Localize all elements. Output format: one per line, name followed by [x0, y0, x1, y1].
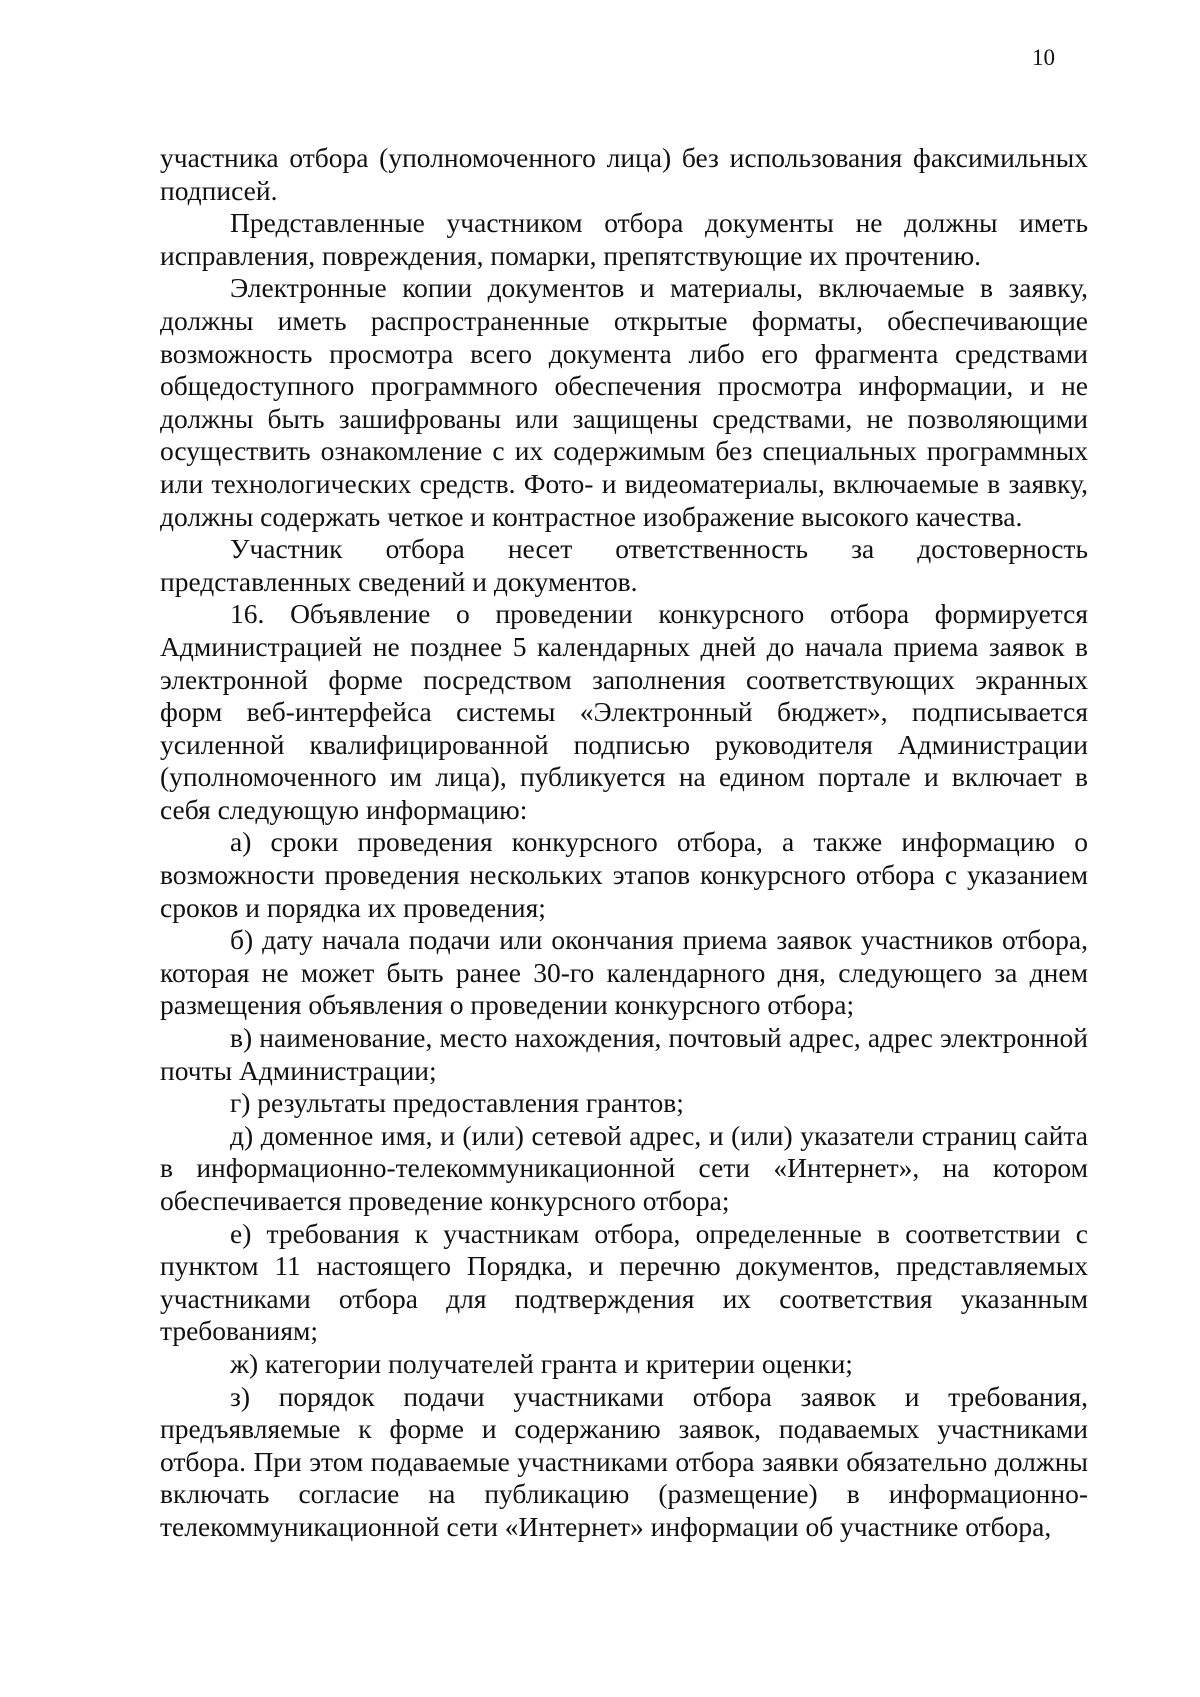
list-item-z: з) порядок подачи участниками отбора заявок и требования, предъявляемые к форме и содержанию заявок, подаваемых участниками отбора. При этом подаваемые участниками отбора заявки обязательно должны включать согласие на публикацию (размещение) в информационно-телекоммуникационной сети «Интернет» информации об участнике отбора,	[160, 1380, 1088, 1542]
paragraph-documents-condition: Представленные участником отбора документы не должны иметь исправления, повреждения, помарки, препятствующие их прочтению.	[160, 207, 1088, 271]
document-body	[160, 142, 1088, 1544]
list-item-zh: ж) категории получателей гранта и критерии оценки;	[230, 1347, 853, 1379]
paragraph-16-announcement: 16. Объявление о проведении конкурсного отбора формируется Администрацией не позднее 5 календарных дней до начала приема заявок в электронной форме посредством заполнения соответствующих экранных форм веб-интерфейса системы «Электронный бюджет», подписывается усиленной квалифицированной подписью руководителя Администрации (уполномоченного им лица), публикуется на едином портале и включает в себя следующую информацию:	[160, 598, 1088, 825]
list-item-e: е) требования к участникам отбора, определенные в соответствии с пунктом 11 настоящего Порядка, и перечню документов, представляемых участниками отбора для подтверждения их соответствия указанным требованиям;	[160, 1217, 1088, 1347]
list-item-d: д) доменное имя, и (или) сетевой адрес, и (или) указатели страниц сайта в информационно-телекоммуникационной сети «Интернет», на котором обеспечивается проведение конкурсного отбора;	[160, 1119, 1088, 1216]
list-item-a: а) сроки проведения конкурсного отбора, а также информацию о возможности проведения нескольких этапов конкурсного отбора с указанием сроков и порядка их проведения;	[160, 826, 1088, 923]
paragraph-responsibility: Участник отбора несет ответственность за достоверность представленных сведений и документов.	[160, 533, 1088, 597]
list-item-g: г) результаты предоставления грантов;	[230, 1087, 684, 1119]
list-item-v: в) наименование, место нахождения, почтовый адрес, адрес электронной почты Администрации;	[160, 1022, 1088, 1086]
paragraph-electronic-copies: Электронные копии документов и материалы, включаемые в заявку, должны иметь распространенные открытые форматы, обеспечивающие возможность просмотра всего документа либо его фрагмента средствами общедоступного программного обеспечения просмотра информации, и не должны быть зашифрованы или защищены средствами, не позволяющими осуществить ознакомление с их содержимым без специальных программных или технологических средств. Фото- и видеоматериалы, включаемые в заявку, должны содержать четкое и контрастное изображение высокого качества.	[160, 272, 1088, 532]
list-item-b: б) дату начала подачи или окончания приема заявок участников отбора, которая не может быть ранее 30-го календарного дня, следующего за днем размещения объявления о проведении конкурсного отбора;	[160, 924, 1088, 1021]
page-number: 10	[1032, 45, 1055, 70]
paragraph-continuation: участника отбора (уполномоченного лица) без использования факсимильных подписей.	[160, 142, 1088, 206]
